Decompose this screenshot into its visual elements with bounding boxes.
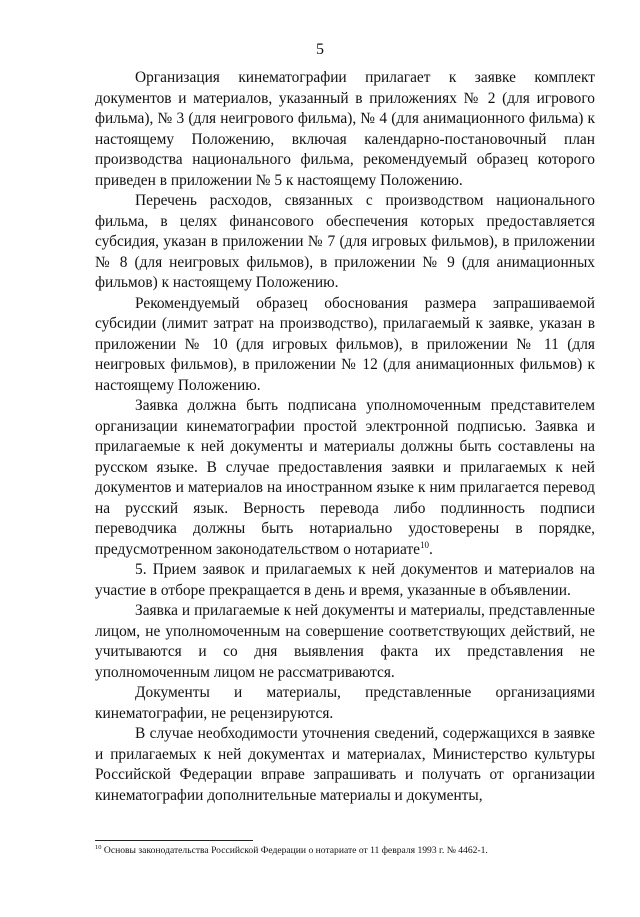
body-text xyxy=(95,68,595,806)
paragraph-end: . xyxy=(429,540,433,558)
paragraph: В случае необходимости уточнения сведений, содержащихся в заявке и прилагаемых к ней документах и материалах, Министерство культуры Российской Федерации вправе запрашивать и получать от организации кинематографии дополнительные материалы и документы, xyxy=(95,725,595,804)
paragraph: Документы и материалы, представленные организациями кинематографии, не рецензируются. xyxy=(95,684,595,722)
paragraph-with-footnote xyxy=(95,396,595,560)
footnote-reference: 10 xyxy=(420,539,430,550)
paragraph: 5. Прием заявок и прилагаемых к ней документов и материалов на участие в отборе прекращается в день и время, указанные в объявлении. xyxy=(95,561,595,599)
footnote-marker: 10 xyxy=(95,843,102,851)
paragraph: Заявка и прилагаемые к ней документы и материалы, представленные лицом, не уполномоченным на совершение соответствующих действий, не учитываются и со дня выявления факта их представления не уполномоченным лицом не рассматриваются. xyxy=(95,602,595,681)
paragraph-text: Заявка должна быть подписана уполномоченным представителем организации кинематографии простой электронной подписью. Заявка и прилагаемые к ней документы и материалы должны быть составлены на русском языке. В случае предоставления заявки и прилагаемых к ней документов и материалов на иностранном языке к ним прилагается перевод на русский язык. Верность перевода либо подлинность подписи переводчика должны быть нотариально удостоверены в порядке, предусмотренном законодательством о нотариате xyxy=(95,397,595,558)
footnote-text: Основы законодательства Российской Федерации о нотариате от 11 февраля 1993 г. № 4462-1. xyxy=(101,845,488,856)
page-number: 5 xyxy=(316,41,324,58)
footnote xyxy=(95,845,615,857)
footnote-divider xyxy=(95,840,253,841)
paragraph: Рекомендуемый образец обоснования размера запрашиваемой субсидии (лимит затрат на производство), прилагаемый к заявке, указан в приложении № 10 (для игровых фильмов), в приложении № 11 (для неигровых фильмов), в приложении № 12 (для анимационных фильмов) к настоящему Положению. xyxy=(95,294,595,394)
paragraph: Перечень расходов, связанных с производством национального фильма, в целях финансового обеспечения которых предоставляется субсидия, указан в приложении № 7 (для игровых фильмов), в приложении № 8 (для неигровых фильмов), в приложении № 9 (для анимационных фильмов) к настоящему Положению. xyxy=(95,192,595,291)
paragraph: Организация кинематографии прилагает к заявке комплект документов и материалов, указанный в приложениях № 2 (для игрового фильма), № 3 (для неигрового фильма), № 4 (для анимационного фильма) к настоящему Положению, включая календарно-постановочный план производства национального фильма, рекомендуемый образец которого приведен в приложении № 5 к настоящему Положению. xyxy=(95,69,595,189)
